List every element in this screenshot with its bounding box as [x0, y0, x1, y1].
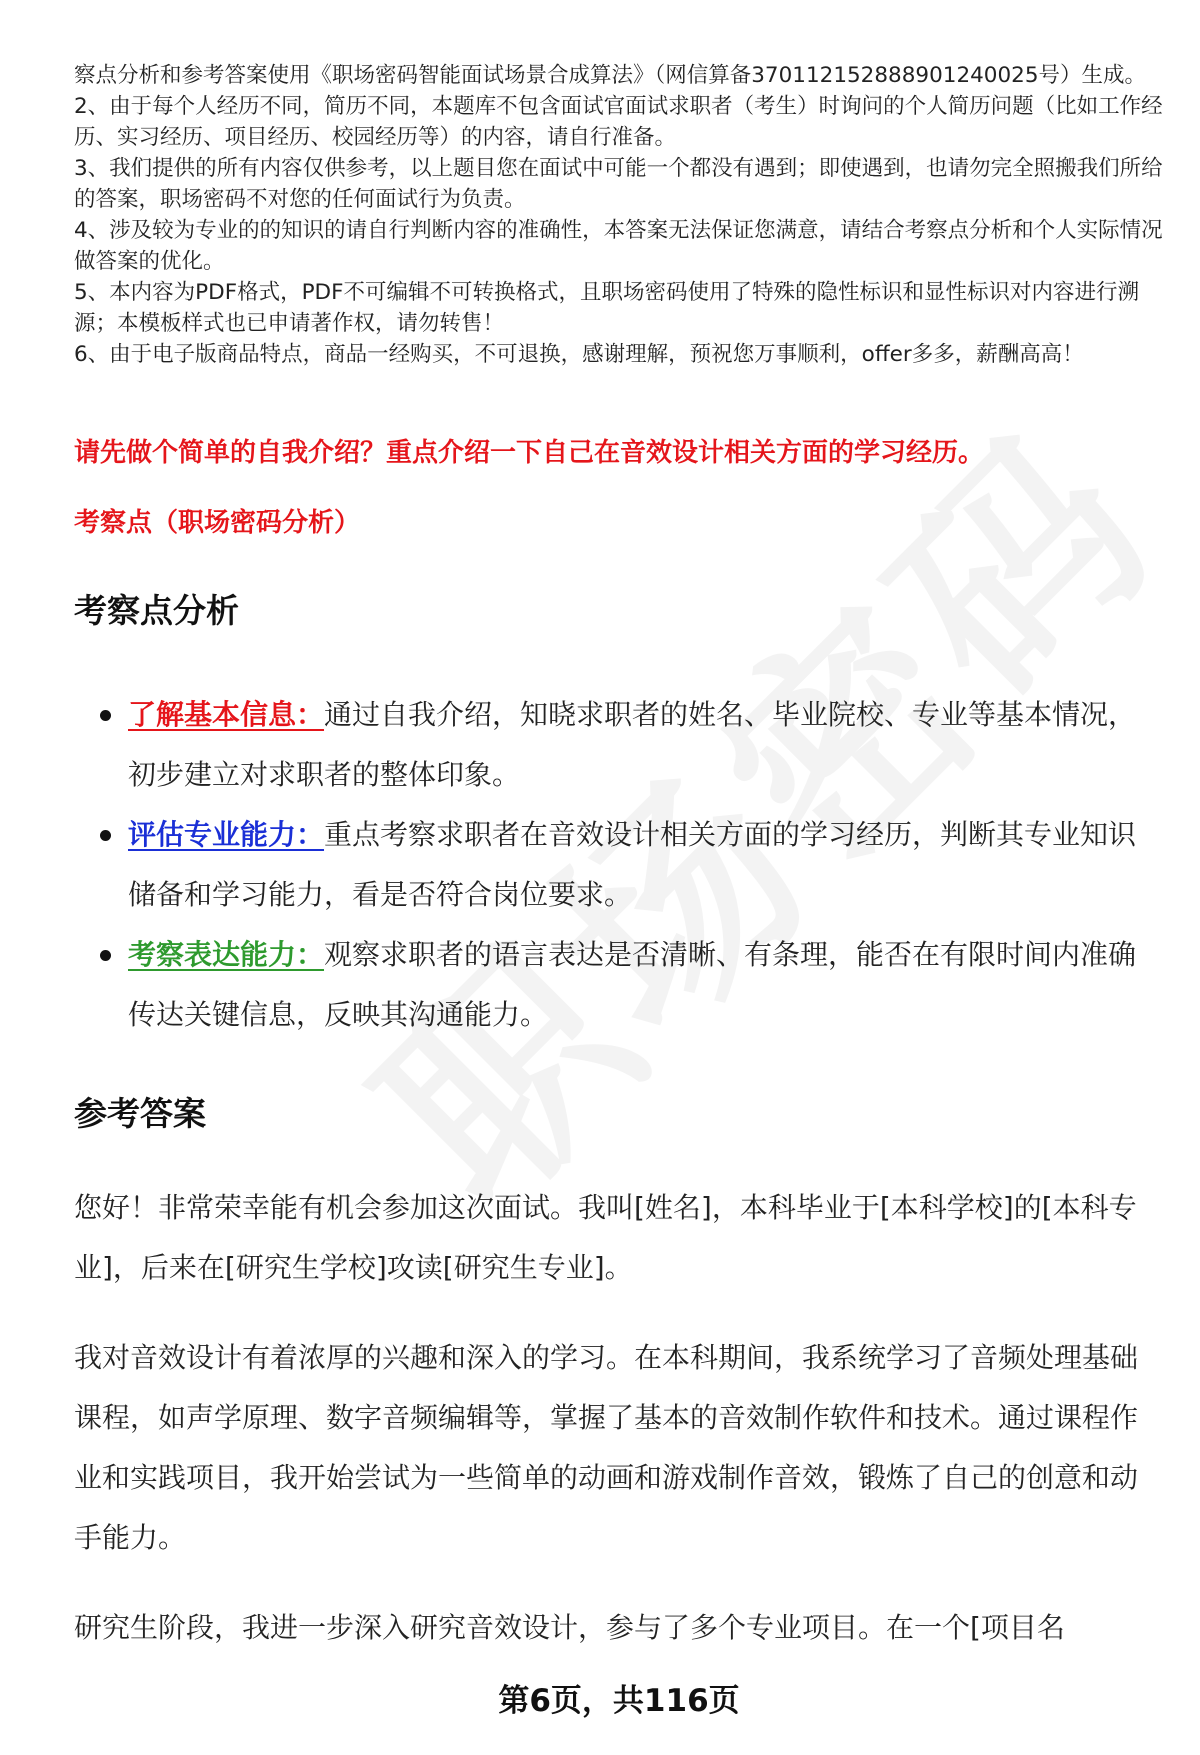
bullet-icon [100, 950, 111, 961]
answer-paragraph: 研究生阶段，我进一步深入研究音效设计，参与了多个专业项目。在一个[项目名 [74, 1611, 1065, 1644]
answer-paragraph: 我对音效设计有着浓厚的兴趣和深入的学习。在本科期间，我系统学习了音频处理基础课程，如声学原理、数字音频编辑等，掌握了基本的音效制作软件和技术。通过课程作业和实践项目，我开始尝试为一些简单的动画和游戏制作音效，锻炼了自己的创意和动手能力。 [74, 1341, 1139, 1554]
note-line: 2、由于每个人经历不同，简历不同，本题库不包含面试官面试求职者（考生）时询问的个人简历问题（比如工作经历、实习经历、项目经历、校园经历等）的内容，请自行准备。 [74, 94, 1163, 150]
analysis-list [74, 685, 1164, 1045]
item-text: 通过自我介绍，知晓求职者的姓名、毕业院校、专业等基本情况，初步建立对求职者的整体印象。 [128, 698, 1137, 791]
analysis-label: 考察点（职场密码分析） [74, 508, 361, 538]
interview-question: 请先做个简单的自我介绍？重点介绍一下自己在音效设计相关方面的学习经历。 [74, 438, 985, 468]
bullet-icon [100, 830, 111, 841]
answer-heading: 参考答案 [74, 1094, 206, 1133]
note-line: 察点分析和参考答案使用《职场密码智能面试场景合成算法》（网信算备370112152888901240025号）生成。 [74, 63, 1147, 88]
item-text: 重点考察求职者在音效设计相关方面的学习经历，判断其专业知识储备和学习能力，看是否符合岗位要求。 [128, 818, 1137, 911]
note-line: 3、我们提供的所有内容仅供参考，以上题目您在面试中可能一个都没有遇到；即使遇到，也请勿完全照搬我们所给的答案，职场密码不对您的任何面试行为负责。 [74, 156, 1163, 212]
list-item [74, 805, 1164, 925]
item-key: 考察表达能力： [128, 938, 325, 971]
bullet-icon [100, 710, 111, 721]
list-item [74, 685, 1164, 805]
item-key: 了解基本信息： [128, 698, 325, 731]
note-line: 6、由于电子版商品特点，商品一经购买，不可退换，感谢理解，预祝您万事顺利，offer多多，薪酬高高！ [74, 342, 1084, 367]
document-page [74, 0, 1164, 1755]
answer-paragraph: 您好！非常荣幸能有机会参加这次面试。我叫[姓名]，本科毕业于[本科学校]的[本科专业]，后来在[研究生学校]攻读[研究生专业]。 [74, 1191, 1137, 1284]
note-line: 4、涉及较为专业的的知识的请自行判断内容的准确性，本答案无法保证您满意，请结合考察点分析和个人实际情况做答案的优化。 [74, 218, 1163, 274]
disclaimer-notes [74, 60, 1164, 370]
note-line: 5、本内容为PDF格式，PDF不可编辑不可转换格式，且职场密码使用了特殊的隐性标识和显性标识对内容进行溯源；本模板样式也已申请著作权，请勿转售！ [74, 280, 1139, 336]
page-number: 第6页，共116页 [498, 1683, 740, 1719]
item-key: 评估专业能力： [128, 818, 325, 851]
list-item [74, 925, 1164, 1045]
item-text: 观察求职者的语言表达是否清晰、有条理，能否在有限时间内准确传达关键信息，反映其沟通能力。 [128, 938, 1137, 1031]
analysis-heading: 考察点分析 [74, 591, 239, 630]
